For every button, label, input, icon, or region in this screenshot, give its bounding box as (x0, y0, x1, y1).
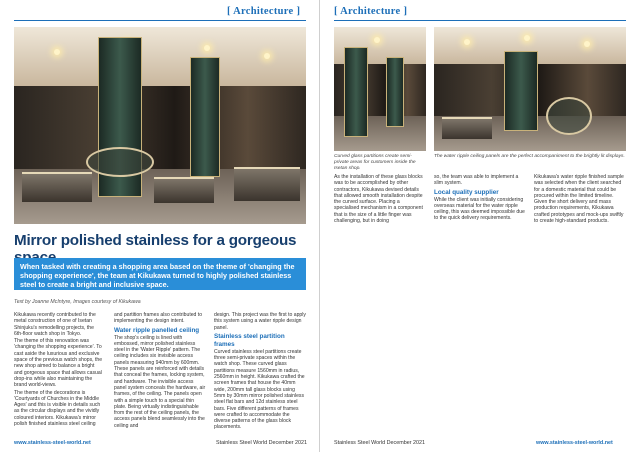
section-tag: [ Architecture ] (334, 6, 408, 17)
ceiling-photo (434, 27, 626, 151)
left-column-2 (114, 312, 206, 430)
paragraph: so, the team was able to implement a slim system. (434, 174, 519, 187)
article-headline: Mirror polished stainless for a gorgeous (14, 232, 297, 249)
intro-box: When tasked with creating a shopping area based on the theme of 'changing the shopping experience', the team at Kikukawa turned to highly polished stainless steel to create a bright and inclusive space. (14, 258, 306, 290)
footer-magazine: Stainless Steel World December 2021 (216, 440, 307, 446)
section-rule (14, 20, 306, 21)
section-label: Architecture (233, 6, 294, 17)
subheading: Local quality supplier (434, 188, 499, 196)
caption-right: The water ripple ceiling panels are the perfect accompaniment to the brightly lit displays. (434, 154, 625, 159)
partition-photo (334, 27, 426, 151)
footer-url[interactable]: www.stainless-steel-world.net (14, 440, 91, 446)
hero-photo (14, 27, 306, 224)
paragraph: While the client was initially considering overseas material for the water ripple ceiling, this was deemed impossible due to the quick delivery requirements. (434, 196, 525, 222)
subheading: Stainless steel partition frames (214, 332, 285, 348)
paragraph: Kikukawa's water ripple finished sample was selected when the client searched for a domestic material that could be procured within the limited timeline. Given the short delivery and mass production requirements, Kikukawa crafted prototypes and mock-ups swiftly to create high-standard products. (534, 174, 624, 225)
paragraph: Curved stainless steel partitions create three semi-private spaces within the watch shop. These curved glass partitions measure 1560mm in radius, 2560mm in height. Kikukawa crafted the screen frames that house the 40mm wide, 200mm tall glass blocks using 5mm by 30mm mirror polished stainless steel flat bars and 12d stainless steel bars. Five different patterns of frames were crafted to accommodate the diverse patterns of the glass block placements. (214, 348, 305, 431)
right-column-2 (434, 174, 526, 223)
left-column-3 (214, 312, 306, 432)
paragraph: Kikukawa recently contributed to the metal construction of one of Isetan Shinjuku's remodelling projects, the 6th-floor watch shop in Tokyo. (14, 312, 96, 337)
caption-left: Curved glass partitions create semi-private areas for customers inside the Isetan shop. (334, 154, 416, 172)
left-column-1 (14, 312, 104, 428)
section-label: Architecture (340, 6, 401, 17)
paragraph: The theme of the decorations is 'Courtyards of Churches in the Middle Ages' and this is visible in details such as the circular displays and the vividly coloured interiors. Kikukawa's mirror polish finished stainless steel ceiling (14, 389, 101, 428)
footer-magazine: Stainless Steel World December 2021 (334, 440, 425, 446)
byline: Text by Joanne McIntyre, Images courtesy of Kikukawa (14, 299, 141, 305)
subheading: Water ripple panelled ceiling (114, 326, 200, 334)
paragraph: The theme of this renovation was 'changing the shopping experience'. To cast aside the luxurious and exclusive space of the previous watch shops, the new shop aimed to balance a bright and gorgeous space that allows casual drop-ins while also maintaining the brand world-views. (14, 338, 103, 389)
right-column-3 (534, 174, 626, 225)
paragraph: and partition frames also contributed to implementing the design intent. (114, 312, 203, 325)
footer-url[interactable]: www.stainless-steel-world.net (536, 440, 613, 446)
section-tag: [ Architecture ] (227, 6, 301, 17)
right-column-1 (334, 174, 426, 225)
paragraph: As the installation of these glass blocks was to be accomplished by other contractors, Kikukawa devised details that allowed smooth installation despite the curved surface. Placing a specialised mechanism in a component that is the size of a little finger was challenging, but in doing (334, 174, 423, 225)
section-rule (334, 20, 626, 21)
right-page (320, 0, 640, 452)
paragraph: design. This project was the first to apply this system using a water ripple design panel. (214, 312, 306, 331)
paragraph: The shop's ceiling is lined with embossed, mirror polished stainless steel in the 'Water Ripple' pattern. The ceiling includes six invisible access panels measuring 940mm by 600mm. These panels are reinforced with details that conceal the frames, locking system, and hardware. The invisible access panel system conceals the hardware, air frames, of the ceiling. The panels open with a simple touch to a special thin plate. Being virtually indistinguishable from the rest of the ceiling panels, the access panels blend seamlessly into the ceiling and (114, 334, 206, 429)
